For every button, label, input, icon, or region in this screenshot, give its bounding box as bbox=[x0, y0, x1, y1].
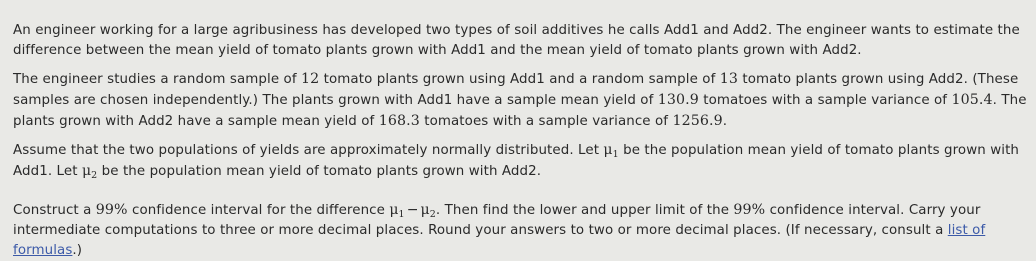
sample-paragraph bbox=[13, 69, 1028, 132]
sample-variance-add1: 105.4 bbox=[951, 92, 993, 108]
sample-text-2: tomato plants grown using Add1 and a random sample of bbox=[319, 72, 720, 87]
mean-difference-expression: $\mu_1 - \mu_2$ bbox=[389, 202, 436, 220]
sample-text-5: . The plants grown with Add2 have a sample mean yield of bbox=[13, 93, 1027, 129]
assumption-paragraph bbox=[13, 140, 1028, 182]
sample-size-add1: 12 bbox=[301, 71, 320, 87]
intro-paragraph bbox=[13, 21, 1028, 61]
instruction-paragraph bbox=[13, 200, 1028, 261]
sample-variance-add2: 1256.9 bbox=[672, 113, 723, 129]
instruction-text-4: confidence interval. Carry your intermediate computations to three or more decimal places. Round your answers to two or more decimal places. (If necessary, consult a bbox=[13, 203, 981, 238]
sample-text-7: . bbox=[722, 114, 728, 129]
instruction-text-1: Construct a bbox=[13, 203, 96, 218]
confidence-level-2: 99% bbox=[733, 202, 766, 218]
confidence-level-1: 99% bbox=[95, 202, 128, 218]
sample-text-6: tomatoes with a sample variance of bbox=[419, 114, 673, 129]
instruction-text-2: confidence interval for the difference bbox=[127, 203, 390, 218]
sample-mean-add1: 130.9 bbox=[657, 92, 699, 108]
sample-size-add2: 13 bbox=[719, 71, 739, 87]
mu2-symbol: $\mu_2$ bbox=[81, 163, 98, 181]
assumption-text-2: be the population mean yield of tomato plants grown with Add1. Let bbox=[13, 143, 1020, 179]
instruction-text-5: .) bbox=[72, 243, 83, 258]
sample-text-3: tomato plants grown using Add2. (These samples are chosen independently.) The plants grown with Add1 have a sample mean yield of bbox=[13, 72, 1019, 108]
instruction-text-3: . Then find the lower and upper limit of the bbox=[435, 203, 734, 218]
intro-text: An engineer working for a large agribusiness has developed two types of soil additives he calls Add1 and Add2. The engineer wants to estimate the difference between the mean yield of tomato plants grown with Add1 and the mean yield of tomato plants grown with Add2. bbox=[13, 23, 1020, 58]
sample-mean-add2: 168.3 bbox=[378, 113, 420, 129]
sample-text-1: The engineer studies a random sample of bbox=[13, 72, 301, 87]
sample-text-4: tomatoes with a sample variance of bbox=[698, 93, 952, 108]
mu1-symbol: $\mu_1$ bbox=[603, 142, 619, 160]
list-of-formulas-link[interactable]: list of formulas bbox=[13, 223, 986, 258]
assumption-text-3: be the population mean yield of tomato plants grown with Add2. bbox=[97, 164, 542, 179]
assumption-text-1: Assume that the two populations of yields are approximately normally distributed. Let bbox=[13, 143, 604, 158]
